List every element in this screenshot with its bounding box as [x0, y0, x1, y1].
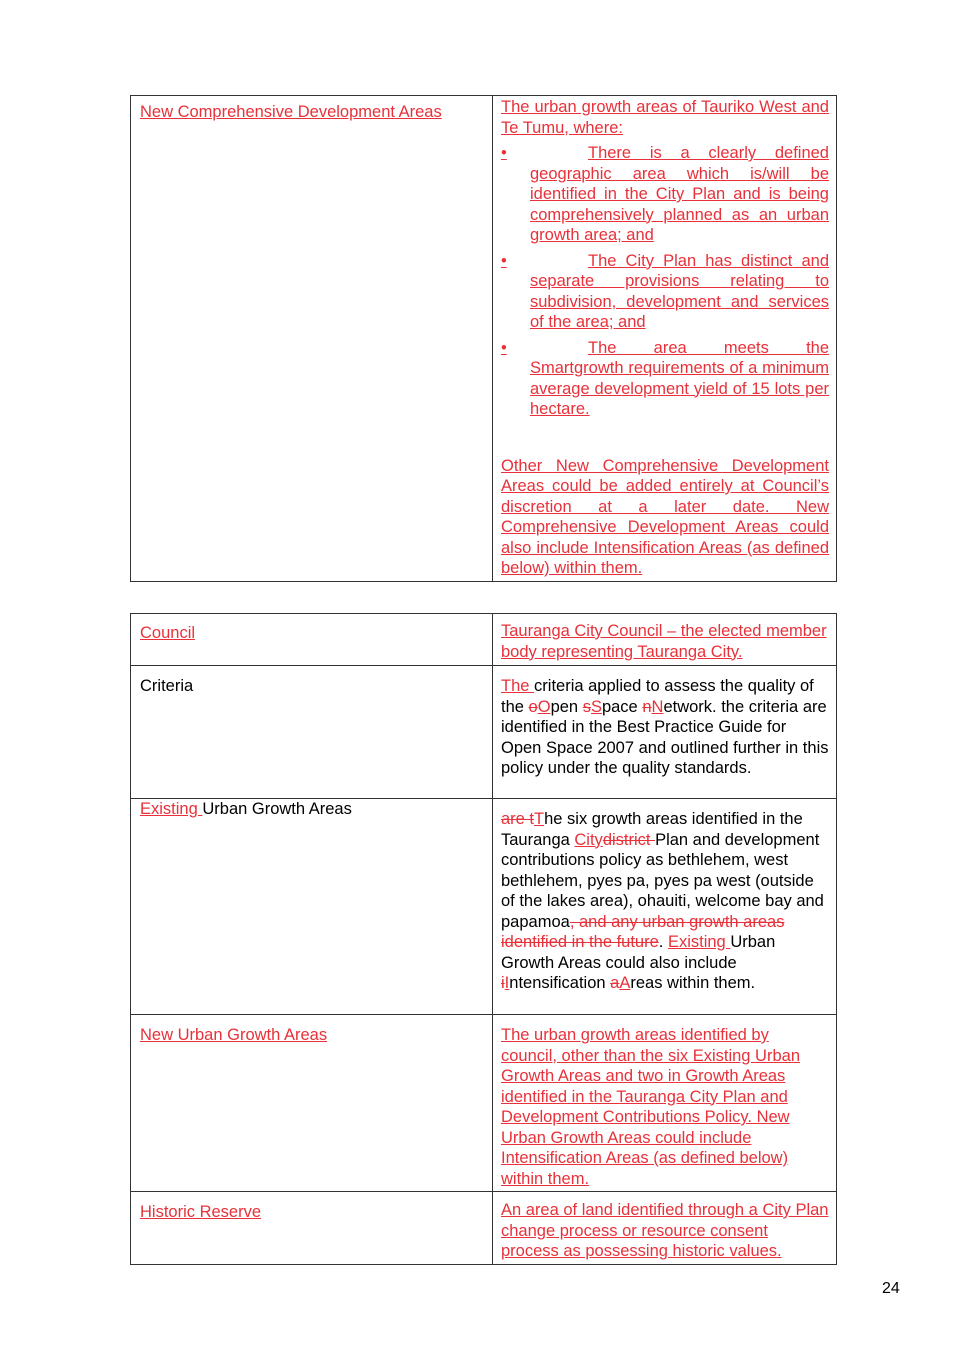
definitions-table-2 [130, 613, 837, 1265]
definition-cell [493, 614, 837, 666]
bullet-icon: • [501, 144, 507, 162]
term-historic-reserve: Historic Reserve [140, 1203, 262, 1221]
bullet-text: The City Plan has distinct and separate provisions relating to subdivision, development and services of the area; and [530, 251, 829, 331]
bullet-icon: • [501, 251, 507, 270]
definition-historic-reserve: An area of land identified through a City Plan change process or resource consent process as possessing historic values. [501, 1201, 829, 1260]
definition-cell [493, 1192, 837, 1265]
term-existing-urban-growth-areas: Existing Urban Growth Areas [140, 800, 352, 818]
table-row [131, 96, 837, 582]
term-cell [131, 666, 493, 799]
definition-existing-urban-growth-areas: are tThe six growth areas identified in the Tauranga Citydistrict Plan and development contributions policy as bethlehem, west bethlehem, pyes pa, pyes pa west (outside of the lakes area), ohauiti, welcome bay and papamoa, and any urban growth areas identified in the future. Existing Urban Growth Areas could also include iIntensification aAreas within them. [501, 810, 824, 992]
table-row [131, 799, 837, 1015]
definitions-table-1 [130, 95, 837, 582]
term-new-comprehensive-development-areas: New Comprehensive Development Areas [140, 103, 442, 121]
term-criteria: Criteria [140, 677, 194, 695]
term-cell [131, 614, 493, 666]
spacer [501, 425, 829, 456]
list-item [501, 251, 829, 333]
term-cell [131, 1192, 493, 1265]
bullet-text: There is a clearly defined geographic area which is/will be identified in the City Plan and is being comprehensively planned as an urban growth area; and [530, 144, 829, 244]
term-cell [131, 96, 493, 582]
term-cell [131, 799, 493, 1015]
definition-cell [493, 666, 837, 799]
definition-cell [493, 96, 837, 582]
definition-council: Tauranga City Council – the elected member body representing Tauranga City. [501, 622, 827, 661]
definition-cell [493, 1015, 837, 1192]
table-row [131, 614, 837, 666]
table-row [131, 666, 837, 799]
list-item [501, 338, 829, 420]
definition-cell [493, 799, 837, 1015]
definition-bullet-list [501, 143, 829, 420]
table-row [131, 1192, 837, 1265]
definition-intro: The urban growth areas of Tauriko West and Te Tumu, where: [501, 98, 829, 137]
list-item [501, 143, 829, 246]
table-row [131, 1015, 837, 1192]
definition-criteria: The criteria applied to assess the quality of the oOpen sSpace nNetwork. the criteria are identified in the Best Practice Guide for Open Space 2007 and outlined further in this policy under the quality standards. [501, 677, 829, 777]
bullet-text: The area meets the Smartgrowth requirements of a minimum average development yield of 15 lots per hectare. [530, 338, 829, 418]
term-new-urban-growth-areas: New Urban Growth Areas [140, 1026, 328, 1044]
definition-closing: Other New Comprehensive Development Areas could be added entirely at Council’s discretion at a later date. New Comprehensive Development Areas could also include Intensification Areas (as defined below) within them. [501, 456, 829, 577]
term-cell [131, 1015, 493, 1192]
bullet-icon: • [501, 338, 507, 357]
term-council: Council [140, 624, 196, 642]
page-number: 24 [882, 1280, 900, 1297]
definition-new-urban-growth-areas: The urban growth areas identified by council, other than the six Existing Urban Growth Areas and two in Growth Areas identified in the Tauranga City Plan and Development Contributions Policy. New Urban Growth Areas could include Intensification Areas (as defined below) within them. [501, 1026, 800, 1188]
